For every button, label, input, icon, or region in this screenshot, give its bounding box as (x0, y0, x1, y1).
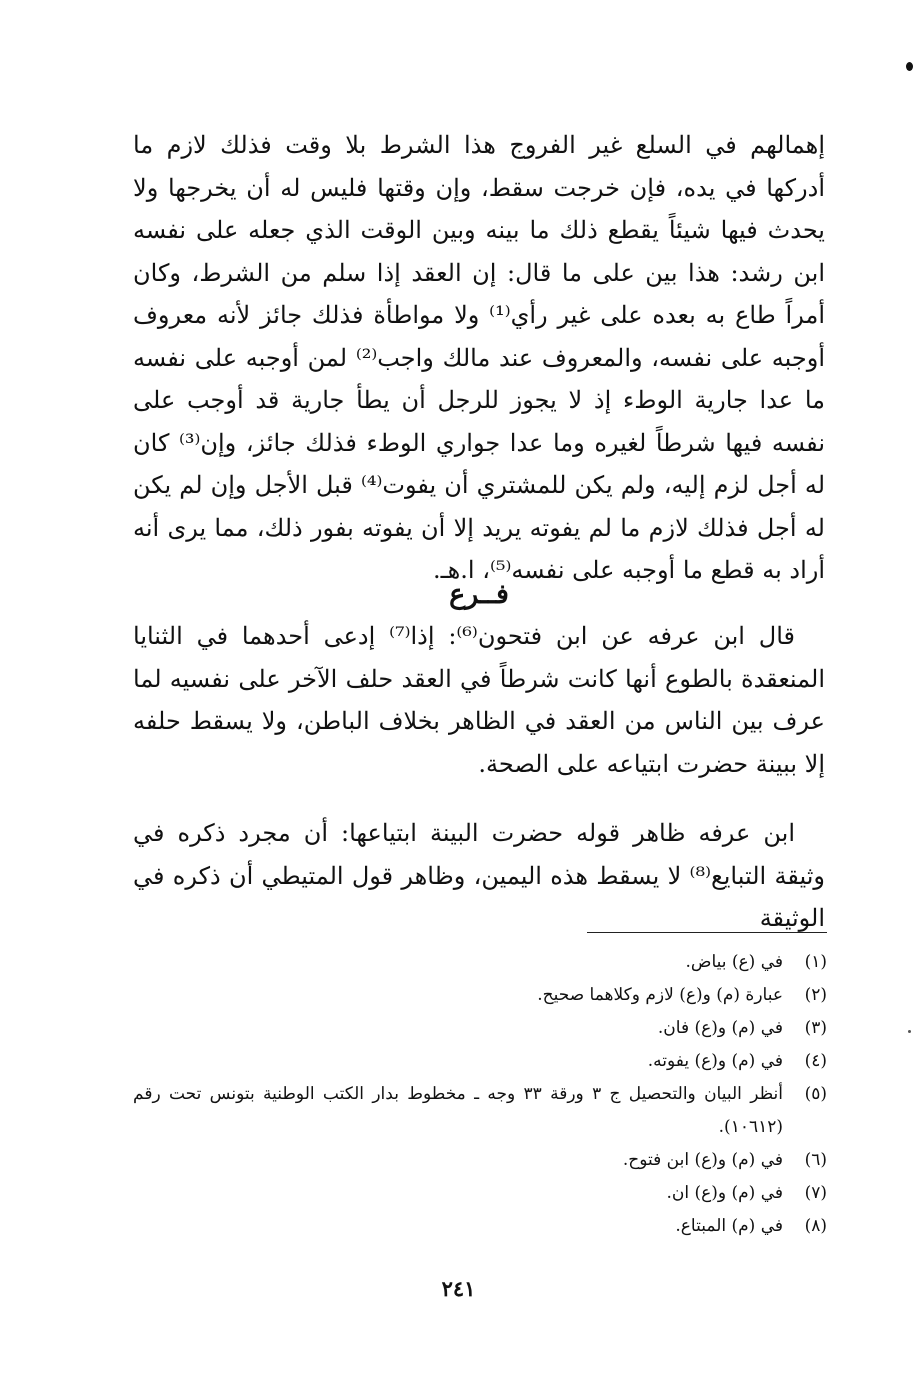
footnote-text: في (م) و(ع) ان. (666, 1183, 783, 1203)
footnotes-list (133, 946, 827, 1243)
paragraph-1-text: إهمالهم في السلع غير الفروج هذا الشرط بلا وقت فذلك لازم ما أدركها في يده، فإن خرجت سقط، وإن وقتها فليس له أن يخرجها ولا يحدث فيها شيئاً يقطع ذلك ما بينه وبين الوقت الذي جعله على نفسه ابن رشد: هذا بين على ما قال: إن العقد إذا سلم من الشرط، وكان أمراً طاع به بعده على غير رأي⁽¹⁾ ولا مواطأة فذلك جائز لأنه معروف أوجبه على نفسه، والمعروف عند مالك واجب⁽²⁾ لمن أوجبه على نفسه ما عدا جارية الوطء إذ لا يجوز للرجل أن يطأ جارية قد أوجب على نفسه فيها شرطاً لغيره وما عدا جواري الوطء فذلك جائز، وإن⁽³⁾ كان له أجل لزم إليه، ولم يكن للمشتري أن يفوت⁽⁴⁾ قبل الأجل وإن لم يكن له أجل فذلك لازم ما لم يفوته يريد إلا أن يفوته بفور ذلك، مما يرى أنه أراد به قطع ما أوجبه على نفسه⁽⁵⁾، ا.هـ. (133, 131, 826, 584)
paragraph-2-text: قال ابن عرفه عن ابن فتحون⁽⁶⁾: إذا⁽⁷⁾ إدعى أحدهما في الثنايا المنعقدة بالطوع أنها كانت شرطاً في العقد حلف الآخر على نفسيه لما عرف بين الناس من العقد في الظاهر بخلاف الباطن، ولا يسقط حلفه إلا ببينة حضرت ابتياعه على الصحة. (133, 622, 826, 778)
footnote-item (133, 1144, 827, 1177)
footnote-text: في (م) و(ع) ابن فتوح. (622, 1150, 783, 1170)
footnote-number: (٨) (804, 1216, 827, 1236)
body-paragraph-2 (133, 615, 825, 785)
footnote-item (133, 1177, 827, 1210)
paragraph-3-text: ابن عرفه ظاهر قوله حضرت البينة ابتياعها: أن مجرد ذكره في وثيقة التبايع⁽⁸⁾ لا يسقط هذه اليمين، وظاهر قول المتيطي أن ذكره في الوثيقة (133, 819, 825, 932)
page-number: ٢٤١ (441, 1276, 476, 1301)
footnote-number: (٢) (804, 985, 827, 1005)
footnote-item (133, 979, 827, 1012)
margin-speck (908, 1030, 911, 1033)
footnote-number: (٤) (804, 1051, 827, 1071)
footnote-number: (٧) (804, 1183, 827, 1203)
footnote-item (133, 1210, 827, 1243)
body-paragraph-3 (133, 812, 825, 940)
footnote-divider (587, 932, 827, 933)
footnote-number: (١) (804, 952, 827, 972)
footnote-number: (٦) (804, 1150, 827, 1170)
footnote-text: عبارة (م) و(ع) لازم وكلاهما صحيح. (537, 985, 783, 1005)
footnote-item (133, 1078, 827, 1144)
footnote-text: في (م) و(ع) فان. (657, 1018, 783, 1038)
footnote-text: في (م) و(ع) يفوته. (647, 1051, 783, 1071)
section-heading: فــرع (449, 579, 509, 610)
margin-ink-dot (906, 62, 913, 71)
footnote-item (133, 1045, 827, 1078)
body-paragraph-1 (133, 124, 825, 592)
footnote-text: في (ع) بياض. (685, 952, 783, 972)
footnote-number: (٣) (804, 1018, 827, 1038)
footnote-text: في (م) المبتاع. (675, 1216, 783, 1236)
footnote-number: (٥) (804, 1084, 827, 1104)
footnote-item (133, 1012, 827, 1045)
footnote-text: أنظر البيان والتحصيل ج ٣ ورقة ٣٣ وجه ـ مخطوط بدار الكتب الوطنية بتونس تحت رقم (١٠٦١٢). (133, 1084, 783, 1137)
footnote-item (133, 946, 827, 979)
